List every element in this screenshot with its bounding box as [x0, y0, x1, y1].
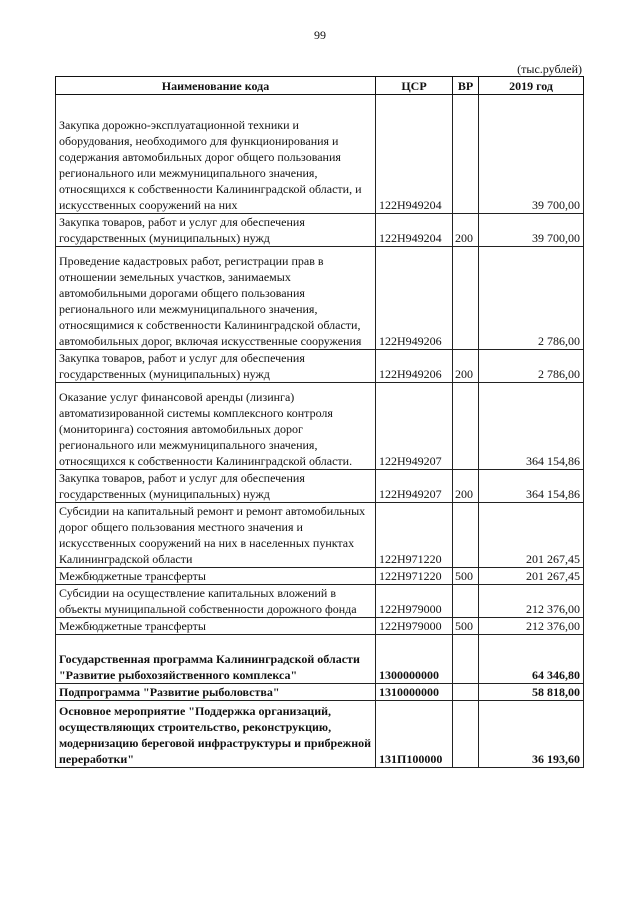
table-row — [56, 701, 584, 768]
row-amount: 364 154,86 — [479, 470, 584, 503]
header-csr: ЦСР — [376, 77, 453, 95]
table-row — [56, 503, 584, 568]
row-amount: 212 376,00 — [479, 618, 584, 635]
row-csr: 122H949206 — [376, 247, 453, 350]
row-vr — [453, 701, 479, 768]
row-csr: 122H971220 — [376, 568, 453, 585]
row-name: Закупка дорожно-эксплуатационной техники и оборудования, необходимого для функционирования и содержания автомобильных дорог общего пользования регионального или межмуниципального значения, относящихся к собственности Калининградской области, и искусственных сооружений на них — [56, 95, 376, 214]
table-row — [56, 214, 584, 247]
row-csr: 122H979000 — [376, 618, 453, 635]
row-amount: 201 267,45 — [479, 568, 584, 585]
row-vr: 500 — [453, 618, 479, 635]
table-row — [56, 635, 584, 684]
row-vr: 500 — [453, 568, 479, 585]
row-name: Субсидии на осуществление капитальных вложений в объекты муниципальной собственности дорожного фонда — [56, 585, 376, 618]
row-amount: 36 193,60 — [479, 701, 584, 768]
budget-table — [55, 76, 584, 768]
row-name: Закупка товаров, работ и услуг для обеспечения государственных (муниципальных) нужд — [56, 350, 376, 383]
row-csr: 122H971220 — [376, 503, 453, 568]
row-amount: 2 786,00 — [479, 247, 584, 350]
row-csr: 122H979000 — [376, 585, 453, 618]
row-csr: 1310000000 — [376, 684, 453, 701]
row-vr — [453, 585, 479, 618]
table-row — [56, 383, 584, 470]
table-row — [56, 568, 584, 585]
row-csr: 122H949206 — [376, 350, 453, 383]
row-name: Закупка товаров, работ и услуг для обеспечения государственных (муниципальных) нужд — [56, 214, 376, 247]
row-name: Межбюджетные трансферты — [56, 618, 376, 635]
row-name: Межбюджетные трансферты — [56, 568, 376, 585]
page-number: 99 — [314, 28, 326, 42]
table-row — [56, 470, 584, 503]
row-vr — [453, 684, 479, 701]
row-amount: 58 818,00 — [479, 684, 584, 701]
row-name: Проведение кадастровых работ, регистрации прав в отношении земельных участков, занимаемых автомобильными дорогами общего пользования регионального или межмуниципального значения, относящимися к собственности Калининградской области, автомобильных дорог, включая искусственные сооружения — [56, 247, 376, 350]
row-vr: 200 — [453, 470, 479, 503]
row-amount: 2 786,00 — [479, 350, 584, 383]
row-vr — [453, 95, 479, 214]
row-name: Субсидии на капитальный ремонт и ремонт автомобильных дорог общего пользования местного значения и искусственных сооружений на них в населенных пунктах Калининградской области — [56, 503, 376, 568]
table-row — [56, 618, 584, 635]
row-amount: 39 700,00 — [479, 95, 584, 214]
header-name: Наименование кода — [56, 77, 376, 95]
header-amount: 2019 год — [479, 77, 584, 95]
row-csr: 131П100000 — [376, 701, 453, 768]
header-vr: ВР — [453, 77, 479, 95]
row-name: Закупка товаров, работ и услуг для обеспечения государственных (муниципальных) нужд — [56, 470, 376, 503]
table-row — [56, 350, 584, 383]
row-name: Подпрограмма "Развитие рыболовства" — [56, 684, 376, 701]
row-vr: 200 — [453, 350, 479, 383]
row-csr: 122H949207 — [376, 383, 453, 470]
row-csr: 1300000000 — [376, 635, 453, 684]
row-vr: 200 — [453, 214, 479, 247]
row-amount: 212 376,00 — [479, 585, 584, 618]
row-csr: 122H949204 — [376, 95, 453, 214]
row-amount: 64 346,80 — [479, 635, 584, 684]
row-csr: 122H949204 — [376, 214, 453, 247]
row-name: Оказание услуг финансовой аренды (лизинга) автоматизированной системы комплексного контроля (мониторинга) состояния автомобильных дорог регионального или межмуниципального значения, относящихся к собственности Калининградской области. — [56, 383, 376, 470]
row-vr — [453, 247, 479, 350]
table-row — [56, 247, 584, 350]
row-vr — [453, 635, 479, 684]
table-header-row — [56, 77, 584, 95]
row-amount: 201 267,45 — [479, 503, 584, 568]
row-vr — [453, 383, 479, 470]
table-row — [56, 95, 584, 214]
row-vr — [453, 503, 479, 568]
row-csr: 122H949207 — [376, 470, 453, 503]
row-amount: 39 700,00 — [479, 214, 584, 247]
table-row — [56, 585, 584, 618]
row-amount: 364 154,86 — [479, 383, 584, 470]
table-row — [56, 684, 584, 701]
row-name: Основное мероприятие "Поддержка организаций, осуществляющих строительство, реконструкцию, модернизацию береговой инфраструктуры и прибрежной переработки" — [56, 701, 376, 768]
units-label: (тыс.рублей) — [517, 62, 582, 76]
row-name: Государственная программа Калининградской области "Развитие рыбохозяйственного комплекса" — [56, 635, 376, 684]
